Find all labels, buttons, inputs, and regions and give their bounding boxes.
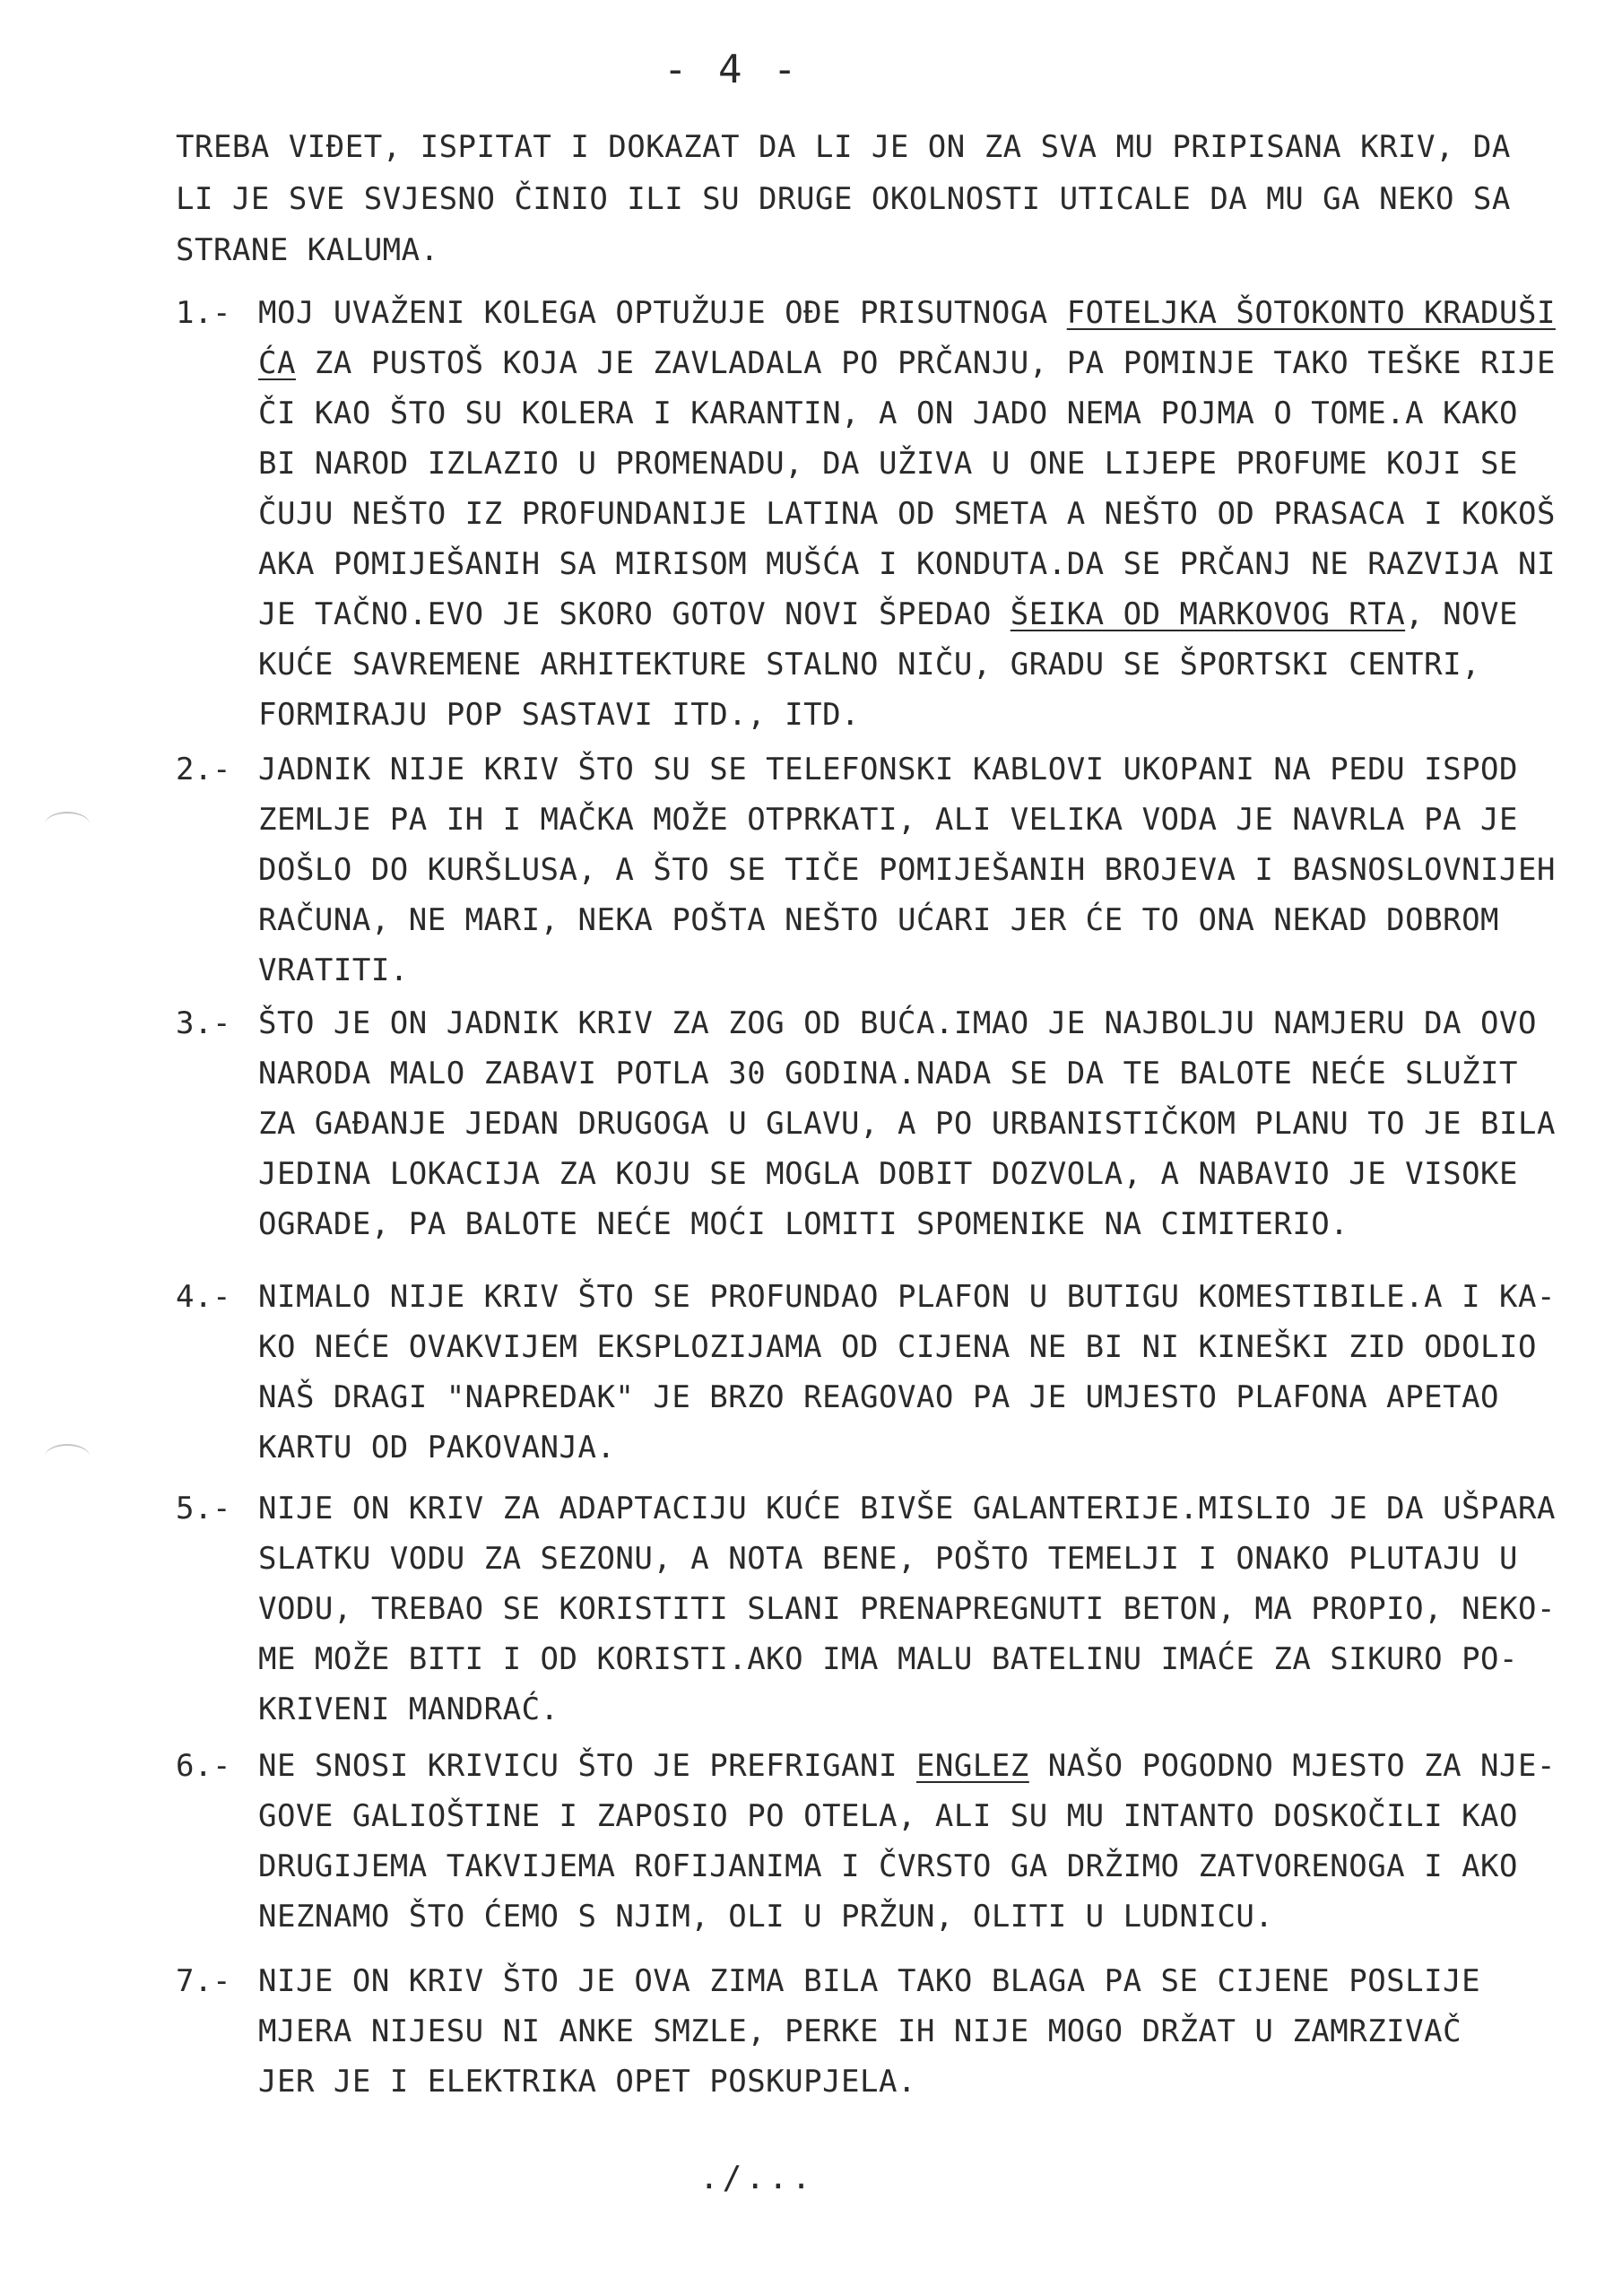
item-text-line	[258, 593, 1518, 636]
item-text-line	[258, 543, 1556, 586]
item-number: 7.-	[176, 1963, 231, 1999]
text-run: RAČUNA, NE MARI, NEKA POŠTA NEŠTO UĆARI JER ĆE TO ONA NEKAD DOBROM	[258, 902, 1500, 938]
text-run: BI NAROD IZLAZIO U PROMENADU, DA UŽIVA U ONE LIJEPE PROFUME KOJI SE	[258, 446, 1518, 482]
item-text-line	[258, 1426, 615, 1469]
text-run: FORMIRAJU POP SASTAVI ITD., ITD.	[258, 697, 861, 733]
text-run: ZA GAĐANJE JEDAN DRUGOGA U GLAVU, A PO URBANISTIČKOM PLANU TO JE BILA	[258, 1106, 1556, 1142]
text-run: KRIVENI MANDRAĆ.	[258, 1692, 559, 1727]
item-text-line	[258, 492, 1556, 535]
text-run: ZEMLJE PA IH I MAČKA MOŽE OTPRKATI, ALI VELIKA VODA JE NAVRLA PA JE	[258, 802, 1518, 838]
text-run: NIJE ON KRIV ZA ADAPTACIJU KUĆE BIVŠE GALANTERIJE.MISLIO JE DA UŠPARA	[258, 1491, 1556, 1526]
item-number: 4.-	[176, 1279, 231, 1315]
item-text-line	[258, 1203, 1349, 1246]
item-text-line	[258, 2010, 1462, 2053]
text-run: JEDINA LOKACIJA ZA KOJU SE MOGLA DOBIT DOZVOLA, A NABAVIO JE VISOKE	[258, 1156, 1518, 1192]
text-run: , NOVE	[1405, 596, 1518, 632]
item-number: 2.-	[176, 752, 231, 787]
item-text-line	[258, 949, 409, 992]
text-run: ZA PUSTOŠ KOJA JE ZAVLADALA PO PRČANJU, PA POMINJE TAKO TEŠKE RIJE	[295, 345, 1556, 381]
item-text-line	[258, 1052, 1518, 1095]
text-run: DOŠLO DO KURŠLUSA, A ŠTO SE TIČE POMIJEŠANIH BROJEVA I BASNOSLOVNIJEH	[258, 852, 1556, 888]
text-run: AKA POMIJEŠANIH SA MIRISOM MUŠĆA I KONDUTA.DA SE PRČANJ NE RAZVIJA NI	[258, 546, 1556, 582]
text-run: NE SNOSI KRIVICU ŠTO JE PREFRIGANI	[258, 1748, 916, 1784]
item-text-line	[258, 2060, 916, 2103]
text-run: KARTU OD PAKOVANJA.	[258, 1430, 616, 1465]
item-text-line	[258, 1638, 1518, 1681]
text-run: NAŠO POGODNO MJESTO ZA NJE-	[1028, 1748, 1556, 1784]
continuation-mark: ./...	[699, 2160, 815, 2196]
text-run: ME MOŽE BITI I OD KORISTI.AKO IMA MALU BATELINU IMAĆE ZA SIKURO PO-	[258, 1641, 1518, 1677]
text-run: NIMALO NIJE KRIV ŠTO SE PROFUNDAO PLAFON U BUTIGU KOMESTIBILE.A I KA-	[258, 1279, 1556, 1315]
item-text-line	[258, 1376, 1499, 1419]
item-number: 6.-	[176, 1748, 231, 1784]
text-run: NIJE ON KRIV ŠTO JE OVA ZIMA BILA TAKO BLAGA PA SE CIJENE POSLIJE	[258, 1963, 1481, 1999]
item-text-line	[258, 392, 1518, 435]
underlined-phrase: ĆA	[258, 345, 296, 381]
underlined-phrase: ENGLEZ	[915, 1748, 1029, 1784]
item-text-line	[258, 1895, 1273, 1938]
item-text-line	[258, 848, 1556, 891]
text-run: NEZNAMO ŠTO ĆEMO S NJIM, OLI U PRŽUN, OLITI U LUDNICU.	[258, 1899, 1274, 1935]
item-text-line	[258, 1744, 1556, 1787]
item-text-line	[258, 442, 1518, 485]
item-text-line	[258, 1688, 559, 1731]
item-text-line	[258, 1002, 1537, 1045]
text-run: OGRADE, PA BALOTE NEĆE MOĆI LOMITI SPOMENIKE NA CIMITERIO.	[258, 1206, 1349, 1242]
text-run: NARODA MALO ZABAVI POTLA 30 GODINA.NADA SE DA TE BALOTE NEĆE SLUŽIT	[258, 1056, 1518, 1091]
text-run: SLATKU VODU ZA SEZONU, A NOTA BENE, POŠTO TEMELJI I ONAKO PLUTAJU U	[258, 1541, 1518, 1577]
item-text-line	[258, 291, 1556, 335]
item-text-line	[258, 1152, 1518, 1196]
item-number: 1.-	[176, 295, 231, 331]
item-text-line	[258, 1275, 1556, 1318]
item-text-line	[258, 1795, 1518, 1838]
text-run: JADNIK NIJE KRIV ŠTO SU SE TELEFONSKI KABLOVI UKOPANI NA PEDU ISPOD	[258, 752, 1518, 787]
text-run: VRATITI.	[258, 952, 409, 988]
text-run: GOVE GALIOŠTINE I ZAPOSIO PO OTELA, ALI SU MU INTANTO DOSKOČILI KAO	[258, 1798, 1518, 1834]
punch-hole-mark	[45, 1444, 90, 1469]
page-number: - 4 -	[664, 47, 801, 92]
item-text-line	[258, 1845, 1518, 1888]
text-run: JE TAČNO.EVO JE SKORO GOTOV NOVI ŠPEDAO	[258, 596, 1010, 632]
item-text-line	[258, 693, 860, 736]
intro-line: LI JE SVE SVJESNO ČINIO ILI SU DRUGE OKOLNOSTI UTICALE DA MU GA NEKO SA	[176, 181, 1511, 217]
item-text-line	[258, 1326, 1537, 1369]
text-run: MJERA NIJESU NI ANKE SMZLE, PERKE IH NIJE MOGO DRŽAT U ZAMRZIVAČ	[258, 2013, 1462, 2049]
text-run: KUĆE SAVREMENE ARHITEKTURE STALNO NIČU, GRADU SE ŠPORTSKI CENTRI,	[258, 647, 1481, 683]
intro-line: STRANE KALUMA.	[176, 232, 439, 268]
text-run: JER JE I ELEKTRIKA OPET POSKUPJELA.	[258, 2064, 916, 2100]
item-text-line	[258, 748, 1518, 791]
item-number: 3.-	[176, 1005, 231, 1041]
text-run: ČUJU NEŠTO IZ PROFUNDANIJE LATINA OD SMETA A NEŠTO OD PRASACA I KOKOŠ	[258, 496, 1556, 532]
item-text-line	[258, 342, 1556, 385]
text-run: ŠTO JE ON JADNIK KRIV ZA ZOG OD BUĆA.IMAO JE NAJBOLJU NAMJERU DA OVO	[258, 1005, 1537, 1041]
punch-hole-mark	[45, 812, 90, 837]
text-run: KO NEĆE OVAKVIJEM EKSPLOZIJAMA OD CIJENA NE BI NI KINEŠKI ZID ODOLIO	[258, 1329, 1537, 1365]
intro-line: TREBA VIĐET, ISPITAT I DOKAZAT DA LI JE ON ZA SVA MU PRIPISANA KRIV, DA	[176, 129, 1511, 165]
text-run: VODU, TREBAO SE KORISTITI SLANI PRENAPREGNUTI BETON, MA PROPIO, NEKO-	[258, 1591, 1556, 1627]
item-text-line	[258, 1102, 1556, 1145]
item-text-line	[258, 899, 1499, 942]
underlined-phrase: FOTELJKA ŠOTOKONTO KRADUŠI	[1066, 295, 1556, 331]
item-text-line	[258, 1960, 1480, 2003]
text-run: DRUGIJEMA TAKVIJEMA ROFIJANIMA I ČVRSTO GA DRŽIMO ZATVORENOGA I AKO	[258, 1848, 1518, 1884]
text-run: ČI KAO ŠTO SU KOLERA I KARANTIN, A ON JADO NEMA POJMA O TOME.A KAKO	[258, 396, 1518, 431]
item-text-line	[258, 798, 1518, 841]
text-run: NAŠ DRAGI "NAPREDAK" JE BRZO REAGOVAO PA JE UMJESTO PLAFONA APETAO	[258, 1379, 1500, 1415]
item-text-line	[258, 643, 1480, 686]
text-run: MOJ UVAŽENI KOLEGA OPTUŽUJE OĐE PRISUTNOGA	[258, 295, 1067, 331]
item-number: 5.-	[176, 1491, 231, 1526]
item-text-line	[258, 1537, 1518, 1580]
item-text-line	[258, 1587, 1556, 1631]
underlined-phrase: ŠEIKA OD MARKOVOG RTA	[1010, 596, 1406, 632]
item-text-line	[258, 1487, 1556, 1530]
